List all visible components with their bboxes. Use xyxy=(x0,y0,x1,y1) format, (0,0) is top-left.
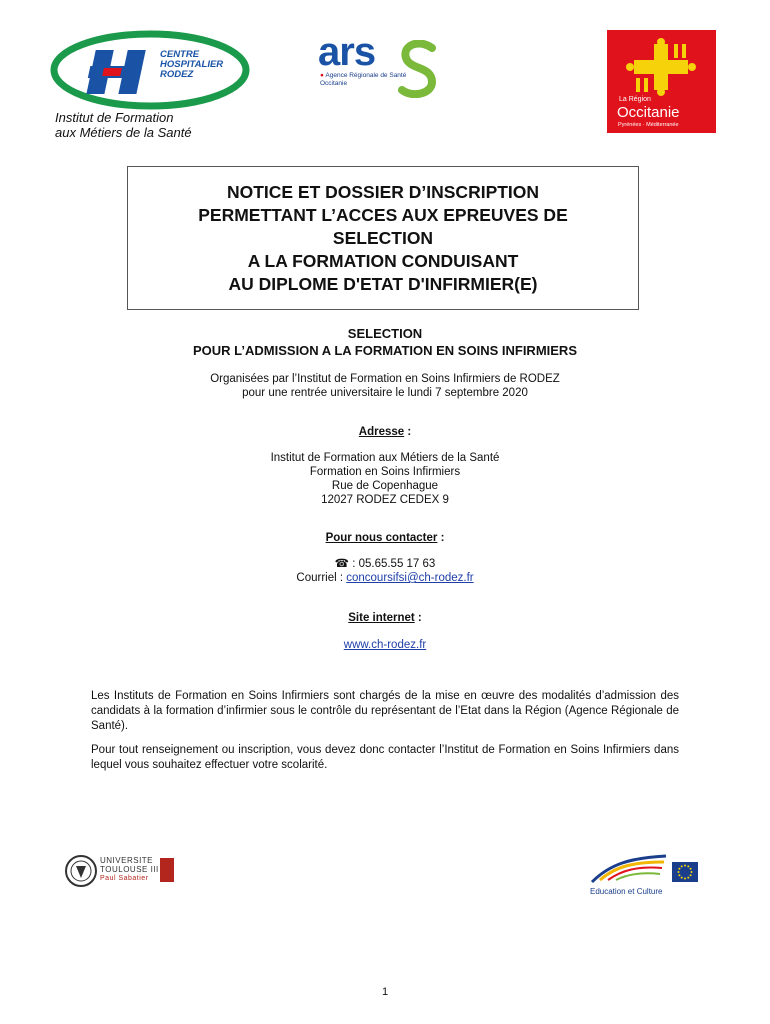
organised-by xyxy=(0,372,770,400)
university-line1: UNIVERSITE xyxy=(100,856,154,865)
address-line: Formation en Soins Infirmiers xyxy=(309,466,461,478)
page-number: 1 xyxy=(381,986,389,998)
website-block xyxy=(0,638,770,652)
ars-logo-text: ars xyxy=(318,30,376,74)
title-line: NOTICE ET DOSSIER D’INSCRIPTION xyxy=(226,181,540,202)
eu-caption: Education et Culture xyxy=(590,887,663,896)
organised-line2: pour une rentrée universitaire le lundi 7 septembre 2020 xyxy=(242,387,528,399)
email-link[interactable]: concoursifsi@ch-rodez.fr xyxy=(346,572,474,584)
university-line2: TOULOUSE III xyxy=(100,865,159,874)
website-link[interactable]: www.ch-rodez.fr xyxy=(343,639,427,651)
address-label: Adresse xyxy=(358,426,405,438)
eu-flag-icon xyxy=(672,862,698,882)
ch-logo-line1: CENTRE xyxy=(160,49,200,60)
ch-logo-line3: RODEZ xyxy=(160,69,194,80)
address-heading: Adresse : xyxy=(358,426,412,438)
ch-logo-line2: HOSPITALIER xyxy=(160,59,224,70)
occitanie-line1: La Région xyxy=(619,96,651,103)
title-line: AU DIPLOME D'ETAT D'INFIRMIER(E) xyxy=(228,273,538,294)
email-line xyxy=(0,571,770,585)
university-text xyxy=(100,856,159,883)
occitanie-logo xyxy=(607,30,716,133)
contact-label: Pour nous contacter xyxy=(325,532,438,544)
email-prefix: Courriel : xyxy=(296,572,347,584)
title-line: SELECTION xyxy=(332,227,434,248)
phone-line xyxy=(0,557,770,571)
occitan-cross-icon xyxy=(624,38,698,96)
ifms-caption xyxy=(55,110,192,140)
website-heading: Site internet : xyxy=(348,612,422,624)
title-line: A LA FORMATION CONDUISANT xyxy=(247,250,519,271)
ch-rodez-logo xyxy=(50,30,250,145)
address-line: Institut de Formation aux Métiers de la Santé xyxy=(270,452,500,464)
university-toulouse-logo xyxy=(65,854,177,888)
organised-line1: Organisées par l’Institut de Formation en Soins Infirmiers de RODEZ xyxy=(210,373,560,385)
contact-block xyxy=(0,557,770,585)
selection-line1: SELECTION xyxy=(347,326,423,341)
phone-number: : 05.65.55 17 63 xyxy=(352,558,436,570)
selection-line2: POUR L’ADMISSION A LA FORMATION EN SOINS INFIRMIERS xyxy=(193,343,577,358)
ifms-line2: aux Métiers de la Santé xyxy=(55,125,192,140)
address-block xyxy=(0,451,770,507)
title-box xyxy=(127,166,639,310)
title-line: PERMETTANT L’ACCES AUX EPREUVES DE xyxy=(198,204,568,225)
ars-logo xyxy=(318,30,440,100)
education-culture-logo xyxy=(588,852,700,898)
selection-heading xyxy=(0,325,770,359)
university-line3: Paul Sabatier xyxy=(100,875,149,882)
paragraph-2: Pour tout renseignement ou inscription, vous devez donc contacter l’Institut de Formation en Soins Infirmiers dans lequel vous souhaitez effectuer votre scolarité. xyxy=(91,744,679,771)
ars-sub1: Agence Régionale de Santé xyxy=(325,72,407,79)
paragraph-1: Les Instituts de Formation en Soins Infirmiers sont chargés de la mise en œuvre des modalités d’admission des candidats à la formation d’infirmier sous le contrôle du représentant de l’Etat dans la Région (Agence Régionale de Santé). xyxy=(91,690,679,732)
telephone-icon: ☎ xyxy=(334,558,349,570)
ars-s-icon xyxy=(398,40,438,98)
university-seal-icon xyxy=(65,854,97,888)
ars-subtitle: ● Agence Régionale de Santé Occitanie xyxy=(320,72,407,87)
occitanie-line2: Occitanie xyxy=(617,104,680,121)
address-line: 12027 RODEZ CEDEX 9 xyxy=(321,494,449,506)
website-label: Site internet xyxy=(348,612,415,624)
ifms-line1: Institut de Formation xyxy=(55,110,174,125)
contact-heading: Pour nous contacter : xyxy=(325,532,445,544)
address-line: Rue de Copenhague xyxy=(331,480,439,492)
occitanie-line3: Pyrénées · Méditerranée xyxy=(618,122,679,128)
university-mark-icon xyxy=(160,858,174,882)
swoosh-icon xyxy=(590,852,668,884)
ars-sub2: Occitanie xyxy=(320,80,348,87)
